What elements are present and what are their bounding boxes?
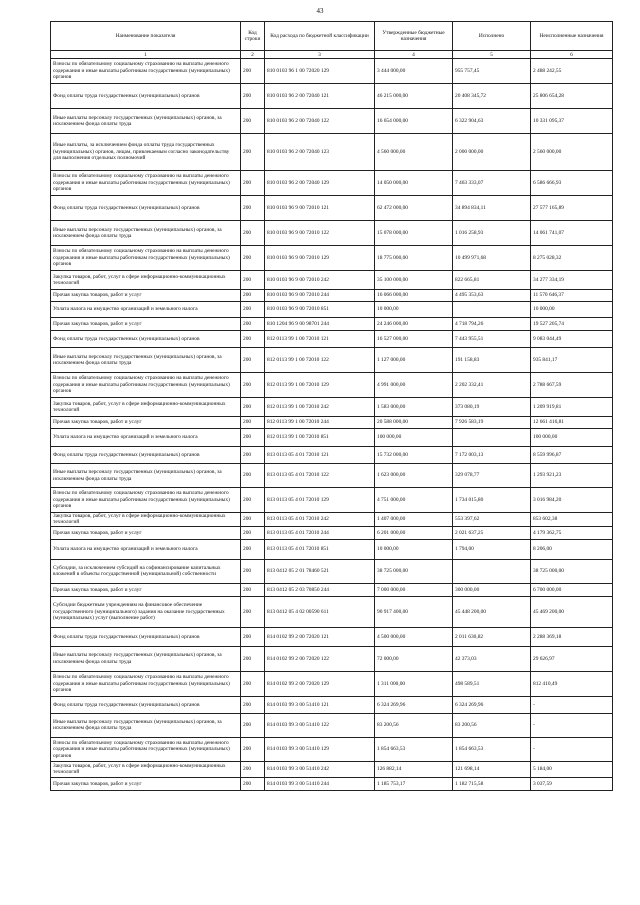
indicator-name-cell: Закупка товаров, работ, услуг в сфере информационно-коммуникационных технологий: [51, 271, 241, 290]
column-number: 5: [453, 51, 531, 59]
indicator-name-cell: Уплата налога на имущество организаций и земельного налога: [51, 429, 241, 447]
approved-cell: 10 000,00: [375, 539, 453, 559]
line-code-cell: 200: [241, 526, 265, 539]
indicator-name-cell: Иные выплаты персоналу государственных (муниципальных) органов, за исключением фонда оплаты труда: [51, 221, 241, 246]
table-body: [51, 59, 613, 791]
unexecuted-cell: 14 061 741,07: [531, 221, 613, 246]
budget-code-cell: 812 0113 99 1 00 72010 851: [265, 429, 375, 447]
budget-code-cell: 814 0102 99 2 00 72020 121: [265, 627, 375, 646]
table-row: [51, 246, 613, 271]
approved-cell: 1 407 000,00: [375, 513, 453, 527]
executed-cell: 10 499 971,68: [453, 246, 531, 271]
approved-cell: 24 246 000,00: [375, 318, 453, 331]
table-row: [51, 488, 613, 513]
indicator-name-cell: Субсидии бюджетным учреждениям на финансовое обеспечение государственного (муниципального) задания на оказание государственных (муниципальных) услуг (выполнение работ): [51, 596, 241, 627]
unexecuted-cell: 4 179 362,75: [531, 526, 613, 539]
budget-code-cell: 810 0103 96 9 00 72010 851: [265, 302, 375, 318]
line-code-cell: 200: [241, 290, 265, 302]
executed-cell: 2 011 630,82: [453, 627, 531, 646]
header-line-code: Код строки: [241, 22, 265, 51]
table-row: [51, 417, 613, 429]
approved-cell: 35 100 000,00: [375, 271, 453, 290]
table-row: [51, 539, 613, 559]
executed-cell: 191 158,83: [453, 348, 531, 373]
table-row: [51, 331, 613, 348]
line-code-cell: 200: [241, 777, 265, 790]
executed-cell: 42 373,03: [453, 646, 531, 671]
approved-cell: 14 050 000,00: [375, 171, 453, 196]
column-number: 3: [265, 51, 375, 59]
unexecuted-cell: 1 209 919,81: [531, 398, 613, 417]
executed-cell: 1 794,00: [453, 539, 531, 559]
executed-cell: 121 698,14: [453, 761, 531, 777]
table-row: [51, 221, 613, 246]
indicator-name-cell: Взносы по обязательному социальному страхованию на выплаты денежного содержания и иные выплаты работникам государственных (муниципальных) органов: [51, 671, 241, 696]
line-code-cell: 200: [241, 539, 265, 559]
indicator-name-cell: Иные выплаты, за исключением фонда оплаты труда государственных (муниципальных) органов, лицам, привлекаемым согласно законодательству для выполнения отдельных полномочий: [51, 134, 241, 171]
approved-cell: 4 500 000,00: [375, 627, 453, 646]
indicator-name-cell: Взносы по обязательному социальному страхованию на выплаты денежного содержания и иные выплаты работникам государственных (муниципальных) органов: [51, 737, 241, 761]
table-row: [51, 464, 613, 488]
unexecuted-cell: 10 000,00: [531, 302, 613, 318]
indicator-name-cell: Иные выплаты персоналу государственных (муниципальных) органов, за исключением фонда оплаты труда: [51, 109, 241, 134]
line-code-cell: 200: [241, 171, 265, 196]
unexecuted-cell: -: [531, 713, 613, 737]
line-code-cell: 200: [241, 596, 265, 627]
executed-cell: 822 665,81: [453, 271, 531, 290]
table-row: [51, 171, 613, 196]
budget-code-cell: 813 0113 05 4 01 72010 851: [265, 539, 375, 559]
approved-cell: 126 882,14: [375, 761, 453, 777]
budget-code-cell: 810 0103 96 2 00 72040 123: [265, 134, 375, 171]
executed-cell: 2 202 332,41: [453, 373, 531, 398]
budget-code-cell: 814 0103 99 3 00 51410 242: [265, 761, 375, 777]
indicator-name-cell: Взносы по обязательному социальному страхованию на выплаты денежного содержания и иные выплаты работникам государственных (муниципальных) органов: [51, 488, 241, 513]
table-row: [51, 526, 613, 539]
table-row: [51, 559, 613, 583]
table-row: [51, 348, 613, 373]
table-row: [51, 109, 613, 134]
unexecuted-cell: 2 488 242,55: [531, 59, 613, 84]
budget-code-cell: 810 0103 96 1 00 72020 129: [265, 59, 375, 84]
unexecuted-cell: 10 331 095,37: [531, 109, 613, 134]
executed-cell: 6 324 269,96: [453, 696, 531, 713]
line-code-cell: 200: [241, 713, 265, 737]
line-code-cell: 200: [241, 513, 265, 527]
header-approved: Утвержденные бюджетные назначения: [375, 22, 453, 51]
line-code-cell: 200: [241, 373, 265, 398]
executed-cell: 329 078,77: [453, 464, 531, 488]
approved-cell: 16 527 000,00: [375, 331, 453, 348]
approved-cell: 4 560 000,00: [375, 134, 453, 171]
table-row: [51, 737, 613, 761]
table-row: [51, 398, 613, 417]
table-row: [51, 696, 613, 713]
budget-code-cell: 812 0113 99 1 00 72010 122: [265, 348, 375, 373]
executed-cell: 7 926 583,19: [453, 417, 531, 429]
budget-code-cell: 810 0103 96 2 00 72040 129: [265, 171, 375, 196]
unexecuted-cell: 8 559 996,87: [531, 447, 613, 464]
executed-cell: 83 200,56: [453, 713, 531, 737]
table-row: [51, 513, 613, 527]
budget-code-cell: 810 0103 96 2 00 72040 122: [265, 109, 375, 134]
indicator-name-cell: Взносы по обязательному социальному страхованию на выплаты денежного содержания и иные выплаты работникам государственных (муниципальных) органов: [51, 373, 241, 398]
budget-code-cell: 810 0103 96 9 00 72010 244: [265, 290, 375, 302]
budget-code-cell: 814 0103 99 3 00 51410 244: [265, 777, 375, 790]
line-code-cell: 200: [241, 331, 265, 348]
executed-cell: 7 443 955,51: [453, 331, 531, 348]
executed-cell: 2 000 000,00: [453, 134, 531, 171]
unexecuted-cell: 45 469 200,00: [531, 596, 613, 627]
unexecuted-cell: 935 841,17: [531, 348, 613, 373]
budget-code-cell: 813 0412 05 2 03 70850 244: [265, 583, 375, 596]
unexecuted-cell: 29 626,97: [531, 646, 613, 671]
line-code-cell: 200: [241, 696, 265, 713]
approved-cell: 46 215 000,00: [375, 84, 453, 109]
approved-cell: 10 000,00: [375, 302, 453, 318]
table-row: [51, 646, 613, 671]
line-code-cell: 200: [241, 221, 265, 246]
table-row: [51, 671, 613, 696]
table-row: [51, 583, 613, 596]
unexecuted-cell: 8 206,00: [531, 539, 613, 559]
indicator-name-cell: Иные выплаты персоналу государственных (муниципальных) органов, за исключением фонда оплаты труда: [51, 646, 241, 671]
unexecuted-cell: 25 806 654,28: [531, 84, 613, 109]
indicator-name-cell: Фонд оплаты труда государственных (муниципальных) органов: [51, 447, 241, 464]
table-row: [51, 302, 613, 318]
indicator-name-cell: Фонд оплаты труда государственных (муниципальных) органов: [51, 196, 241, 221]
indicator-name-cell: Иные выплаты персоналу государственных (муниципальных) органов, за исключением фонда оплаты труда: [51, 713, 241, 737]
budget-code-cell: 814 0103 99 3 00 51410 121: [265, 696, 375, 713]
budget-code-cell: 812 0113 99 1 00 72010 244: [265, 417, 375, 429]
table-row: [51, 84, 613, 109]
budget-code-cell: 812 0113 99 1 00 72010 242: [265, 398, 375, 417]
indicator-name-cell: Прочая закупка товаров, работ и услуг: [51, 526, 241, 539]
table-row: [51, 134, 613, 171]
line-code-cell: 200: [241, 671, 265, 696]
executed-cell: 1 016 258,93: [453, 221, 531, 246]
line-code-cell: 200: [241, 109, 265, 134]
executed-cell: 7 172 003,13: [453, 447, 531, 464]
line-code-cell: 200: [241, 318, 265, 331]
indicator-name-cell: Уплата налога на имущество организаций и земельного налога: [51, 302, 241, 318]
budget-code-cell: 814 0103 99 3 00 51410 129: [265, 737, 375, 761]
approved-cell: 1 583 000,00: [375, 398, 453, 417]
header-unexecuted: Неисполненные назначения: [531, 22, 613, 51]
line-code-cell: 200: [241, 246, 265, 271]
approved-cell: 15 078 000,00: [375, 221, 453, 246]
unexecuted-cell: 2 788 667,59: [531, 373, 613, 398]
approved-cell: 90 917 400,00: [375, 596, 453, 627]
executed-cell: 4 718 794,26: [453, 318, 531, 331]
budget-code-cell: 810 0103 96 9 00 72010 242: [265, 271, 375, 290]
approved-cell: 6 324 269,96: [375, 696, 453, 713]
indicator-name-cell: Закупка товаров, работ, услуг в сфере информационно-коммуникационных технологий: [51, 761, 241, 777]
budget-code-cell: 814 0102 99 2 00 72020 129: [265, 671, 375, 696]
unexecuted-cell: 5 184,00: [531, 761, 613, 777]
budget-code-cell: 810 0103 96 2 00 72040 121: [265, 84, 375, 109]
line-code-cell: 200: [241, 761, 265, 777]
table-row: [51, 713, 613, 737]
line-code-cell: 200: [241, 583, 265, 596]
budget-code-cell: 810 0103 96 9 00 72010 121: [265, 196, 375, 221]
table-row: [51, 373, 613, 398]
approved-cell: 3 444 000,00: [375, 59, 453, 84]
budget-code-cell: 813 0113 05 4 01 72010 242: [265, 513, 375, 527]
indicator-name-cell: Иные выплаты персоналу государственных (муниципальных) органов, за исключением фонда оплаты труда: [51, 348, 241, 373]
executed-cell: 1 734 015,80: [453, 488, 531, 513]
executed-cell: [453, 559, 531, 583]
table-row: [51, 318, 613, 331]
unexecuted-cell: 3 016 984,20: [531, 488, 613, 513]
budget-code-cell: 813 0412 05 2 01 78460 521: [265, 559, 375, 583]
executed-cell: 955 757,45: [453, 59, 531, 84]
line-code-cell: 200: [241, 302, 265, 318]
unexecuted-cell: -: [531, 696, 613, 713]
indicator-name-cell: Прочая закупка товаров, работ и услуг: [51, 318, 241, 331]
budget-code-cell: 814 0103 99 3 00 51410 122: [265, 713, 375, 737]
column-number: 4: [375, 51, 453, 59]
indicator-name-cell: Уплата налога на имущество организаций и земельного налога: [51, 539, 241, 559]
approved-cell: 83 200,56: [375, 713, 453, 737]
approved-cell: 6 201 000,00: [375, 526, 453, 539]
executed-cell: 373 080,19: [453, 398, 531, 417]
executed-cell: 300 000,00: [453, 583, 531, 596]
line-code-cell: 200: [241, 59, 265, 84]
table-row: [51, 429, 613, 447]
column-number: 6: [531, 51, 613, 59]
unexecuted-cell: 8 275 028,32: [531, 246, 613, 271]
executed-cell: 7 463 333,07: [453, 171, 531, 196]
approved-cell: 15 732 000,00: [375, 447, 453, 464]
approved-cell: 100 000,00: [375, 429, 453, 447]
indicator-name-cell: Фонд оплаты труда государственных (муниципальных) органов: [51, 331, 241, 348]
unexecuted-cell: 9 083 044,49: [531, 331, 613, 348]
indicator-name-cell: Прочая закупка товаров, работ и услуг: [51, 777, 241, 790]
approved-cell: 62 472 000,00: [375, 196, 453, 221]
budget-code-cell: 813 0113 05 4 01 72010 121: [265, 447, 375, 464]
budget-code-cell: 813 0412 05 4 02 00590 611: [265, 596, 375, 627]
line-code-cell: 200: [241, 84, 265, 109]
table-row: [51, 59, 613, 84]
budget-code-cell: 810 1204 96 9 00 98701 244: [265, 318, 375, 331]
header-executed: Исполнено: [453, 22, 531, 51]
executed-cell: 4 495 353,63: [453, 290, 531, 302]
indicator-name-cell: Фонд оплаты труда государственных (муниципальных) органов: [51, 696, 241, 713]
line-code-cell: 200: [241, 464, 265, 488]
line-code-cell: 200: [241, 398, 265, 417]
approved-cell: 1 127 000,00: [375, 348, 453, 373]
line-code-cell: 200: [241, 271, 265, 290]
approved-cell: 1 623 000,00: [375, 464, 453, 488]
table-row: [51, 196, 613, 221]
line-code-cell: 200: [241, 196, 265, 221]
budget-code-cell: 810 0103 96 9 00 72010 129: [265, 246, 375, 271]
budget-execution-table: [50, 21, 613, 791]
executed-cell: 6 322 904,63: [453, 109, 531, 134]
budget-code-cell: 812 0113 99 1 00 72010 121: [265, 331, 375, 348]
approved-cell: 1 185 753,17: [375, 777, 453, 790]
approved-cell: 16 066 000,00: [375, 290, 453, 302]
indicator-name-cell: Взносы по обязательному социальному страхованию на выплаты денежного содержания и иные выплаты работникам государственных (муниципальных) органов: [51, 246, 241, 271]
executed-cell: 20 408 345,72: [453, 84, 531, 109]
executed-cell: [453, 302, 531, 318]
approved-cell: 72 000,00: [375, 646, 453, 671]
line-code-cell: 200: [241, 134, 265, 171]
column-number: 2: [241, 51, 265, 59]
approved-cell: 20 588 000,00: [375, 417, 453, 429]
approved-cell: 16 654 000,00: [375, 109, 453, 134]
executed-cell: 498 589,51: [453, 671, 531, 696]
approved-cell: 38 725 000,00: [375, 559, 453, 583]
indicator-name-cell: Фонд оплаты труда государственных (муниципальных) органов: [51, 627, 241, 646]
table-row: [51, 777, 613, 790]
table-row: [51, 596, 613, 627]
executed-cell: 45 448 200,00: [453, 596, 531, 627]
unexecuted-cell: 812 410,49: [531, 671, 613, 696]
unexecuted-cell: 100 000,00: [531, 429, 613, 447]
line-code-cell: 200: [241, 348, 265, 373]
executed-cell: 34 894 834,11: [453, 196, 531, 221]
unexecuted-cell: 6 700 000,00: [531, 583, 613, 596]
budget-code-cell: 813 0113 05 4 01 72010 244: [265, 526, 375, 539]
approved-cell: 18 775 000,00: [375, 246, 453, 271]
unexecuted-cell: 3 037,59: [531, 777, 613, 790]
unexecuted-cell: 2 288 369,18: [531, 627, 613, 646]
executed-cell: 2 021 637,25: [453, 526, 531, 539]
approved-cell: 4 751 000,00: [375, 488, 453, 513]
unexecuted-cell: 11 570 646,37: [531, 290, 613, 302]
indicator-name-cell: Закупка товаров, работ, услуг в сфере информационно-коммуникационных технологий: [51, 513, 241, 527]
indicator-name-cell: Прочая закупка товаров, работ и услуг: [51, 583, 241, 596]
column-number: 1: [51, 51, 241, 59]
indicator-name-cell: Субсидии, за исключением субсидий на софинансирование капитальных вложений в объекты государственной (муниципальной) собственности: [51, 559, 241, 583]
indicator-name-cell: Прочая закупка товаров, работ и услуг: [51, 290, 241, 302]
approved-cell: 4 991 000,00: [375, 373, 453, 398]
line-code-cell: 200: [241, 737, 265, 761]
page-number: 43: [316, 7, 324, 15]
header-budget-code: Код расхода по бюджетной классификации: [265, 22, 375, 51]
line-code-cell: 200: [241, 559, 265, 583]
unexecuted-cell: 2 560 000,00: [531, 134, 613, 171]
executed-cell: 553 397,62: [453, 513, 531, 527]
table-row: [51, 290, 613, 302]
table-row: [51, 271, 613, 290]
line-code-cell: 200: [241, 488, 265, 513]
indicator-name-cell: Иные выплаты персоналу государственных (муниципальных) органов, за исключением фонда оплаты труда: [51, 464, 241, 488]
indicator-name-cell: Фонд оплаты труда государственных (муниципальных) органов: [51, 84, 241, 109]
budget-code-cell: 812 0113 99 1 00 72010 129: [265, 373, 375, 398]
line-code-cell: 200: [241, 447, 265, 464]
unexecuted-cell: 19 527 205,74: [531, 318, 613, 331]
line-code-cell: 200: [241, 646, 265, 671]
line-code-cell: 200: [241, 429, 265, 447]
indicator-name-cell: Взносы по обязательному социальному страхованию на выплаты денежного содержания и иные выплаты работникам государственных (муниципальных) органов: [51, 59, 241, 84]
budget-code-cell: 813 0113 05 4 01 72010 129: [265, 488, 375, 513]
unexecuted-cell: 38 725 000,00: [531, 559, 613, 583]
approved-cell: 1 311 000,00: [375, 671, 453, 696]
unexecuted-cell: 6 586 666,93: [531, 171, 613, 196]
indicator-name-cell: Взносы по обязательному социальному страхованию на выплаты денежного содержания и иные выплаты работникам государственных (муниципальных) органов: [51, 171, 241, 196]
unexecuted-cell: 27 577 165,89: [531, 196, 613, 221]
budget-code-cell: 813 0113 05 4 01 72010 122: [265, 464, 375, 488]
header-indicator-name: Наименование показателя: [51, 22, 241, 51]
line-code-cell: 200: [241, 417, 265, 429]
budget-code-cell: 810 0103 96 9 00 72010 122: [265, 221, 375, 246]
table-row: [51, 761, 613, 777]
executed-cell: 1 182 715,58: [453, 777, 531, 790]
indicator-name-cell: Прочая закупка товаров, работ и услуг: [51, 417, 241, 429]
approved-cell: 7 000 000,00: [375, 583, 453, 596]
indicator-name-cell: Закупка товаров, работ, услуг в сфере информационно-коммуникационных технологий: [51, 398, 241, 417]
unexecuted-cell: 12 661 416,81: [531, 417, 613, 429]
unexecuted-cell: 1 293 921,23: [531, 464, 613, 488]
table-row: [51, 447, 613, 464]
table-row: [51, 627, 613, 646]
line-code-cell: 200: [241, 627, 265, 646]
executed-cell: [453, 429, 531, 447]
unexecuted-cell: 853 602,38: [531, 513, 613, 527]
executed-cell: 1 854 663,53: [453, 737, 531, 761]
unexecuted-cell: -: [531, 737, 613, 761]
budget-code-cell: 814 0102 99 2 00 72020 122: [265, 646, 375, 671]
approved-cell: 1 854 663,53: [375, 737, 453, 761]
unexecuted-cell: 34 277 334,19: [531, 271, 613, 290]
